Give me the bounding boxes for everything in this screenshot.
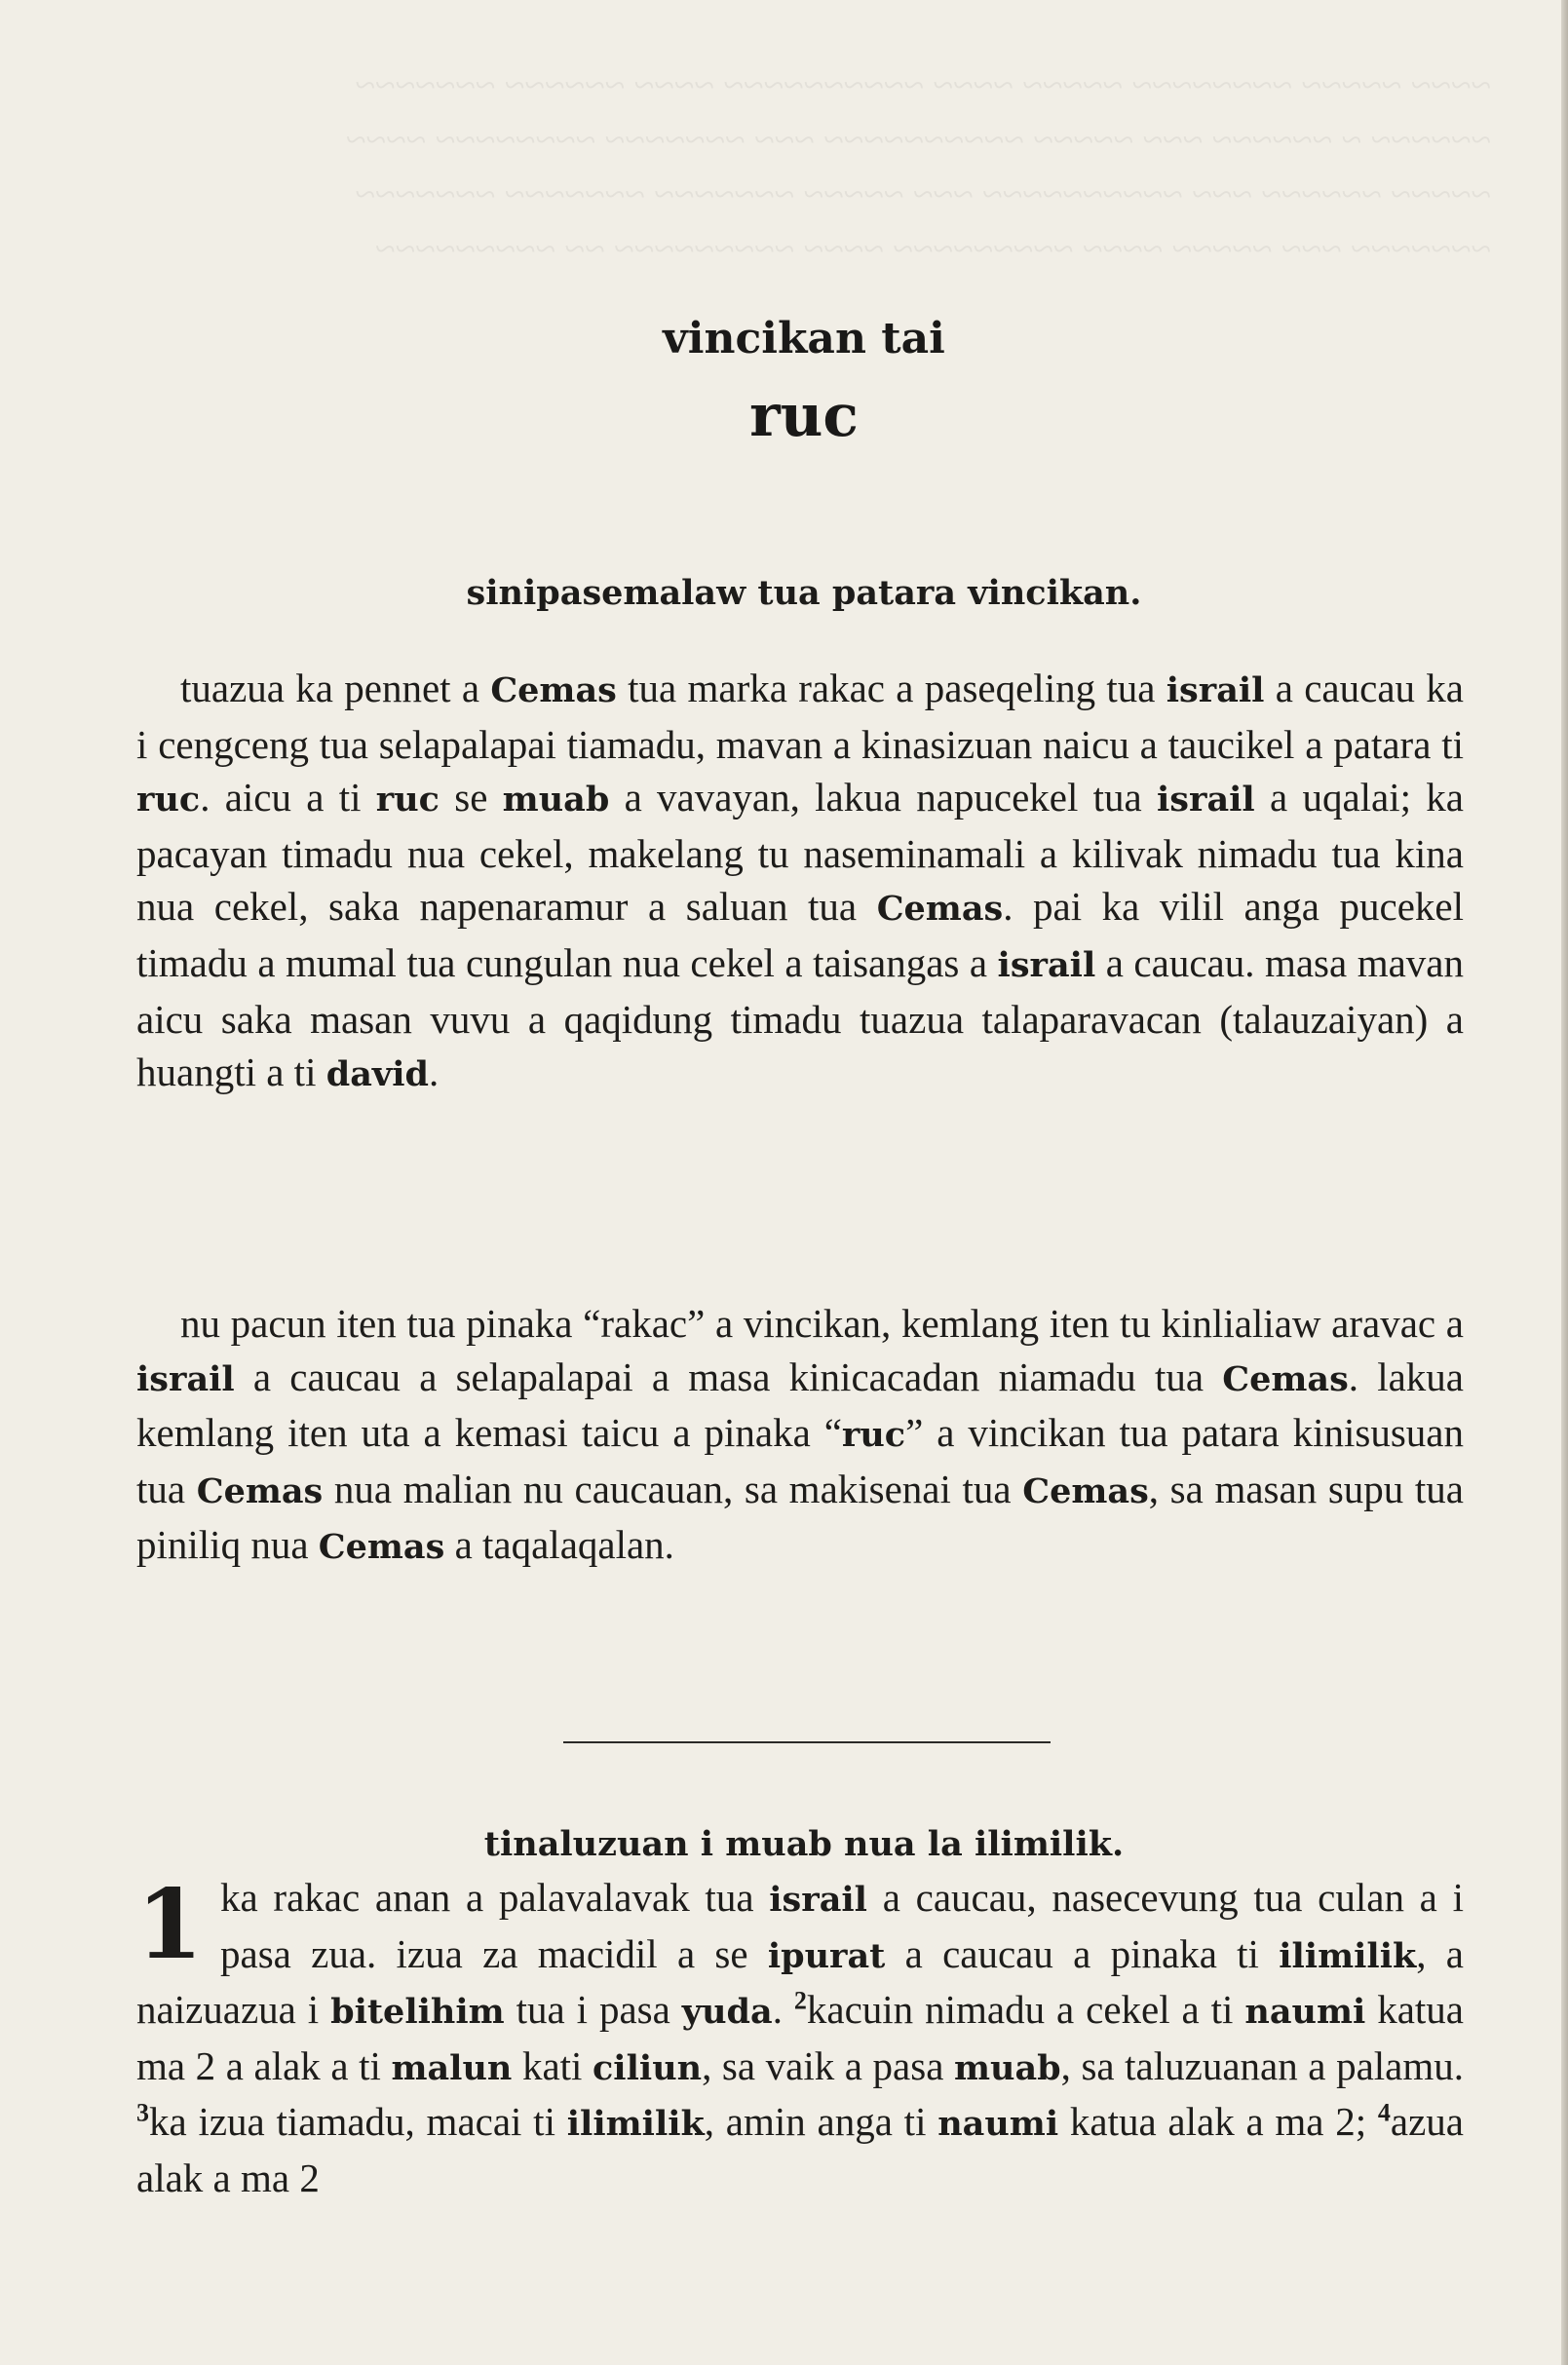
- page-bleed-through: ~~~~ ~~~~~ ~~~~~~~~ ~~~~~ ~~~~ ~~~~~~~~~~ ~~~~ ~~~~~~ ~~~~~~~ ~~~~~~ ~ ~~~~~~ ~~~ ~~~~~ ~~~~~~~~~~ ~~~ ~~~~~~~ ~~~~~~~~ ~~~~ ~~~~~ ~~~~~~ ~~~ ~~~~~~~~~~ ~~~ ~~~~~ ~~~~~~~ ~~~~~~~ ~~~~~~~ ~~~~~~~ ~~~ ~~~~~ ~~~~ ~~~~~~~~~ ~~~~ ~~~~~~~~~ ~~ ~~~~~~~~~: [345, 65, 1491, 270]
- bold-term: ruc: [136, 780, 201, 820]
- bold-term: ilimilik: [566, 2104, 705, 2145]
- bold-term: Cemas: [318, 1527, 445, 1568]
- bold-term: ilimilik: [1279, 1935, 1417, 1976]
- bold-term: naumi: [937, 2104, 1059, 2145]
- chapter-number: 1: [136, 1869, 204, 1981]
- intro-subtitle: sinipasemalaw tua patara vincikan.: [466, 573, 1142, 613]
- book-page: [136, 0, 1472, 2365]
- bold-term: ipurat: [767, 1935, 886, 1976]
- intro-paragraph-2: nu pacun iten tua pinaka “rakac” a vincikan, kemlang iten tu kinlialiaw aravac a israil a caucau a selapalapai a masa kinicacadan niamadu tua Cemas. lakua kemlang iten uta a kemasi taicu a pinaka “ruc” a vincikan tua patara kinisusuan tua Cemas nua malian nu caucauan, sa makisenai tua Cemas, sa masan supu tua piniliq nua Cemas a taqalaqalan.: [136, 1301, 1464, 1568]
- bold-term: Cemas: [490, 670, 617, 710]
- bold-term: david: [325, 1054, 429, 1095]
- bold-term: israil: [1157, 780, 1255, 820]
- verse-number: 3: [136, 2098, 149, 2127]
- bold-term: naumi: [1244, 1992, 1366, 2033]
- intro-paragraph-1: tuazua ka pennet a Cemas tua marka rakac a paseqeling tua israil a caucau ka i cengceng tua selapalapai tiamadu, mavan a kinasizuan naicu a taucikel a patara ti ruc. aicu a ti ruc se muab a vavayan, lakua napucekel tua israil a uqalai; ka pacayan timadu nua cekel, makelang tu naseminamali a kilivak nimadu tua kina nua cekel, saka napenaramur a saluan tua Cemas. pai ka vilil anga pucekel timadu a mumal tua cungulan nua cekel a taisangas a israil a caucau. masa mavan aicu saka masan vuvu a qaqidung timadu tuazua talaparavacan (talauzaiyan) a huangti a ti david.: [136, 666, 1465, 1095]
- bold-term: Cemas: [1022, 1470, 1149, 1511]
- page-edge-shadow: [1561, 0, 1568, 2365]
- book-title-line-2: ruc: [749, 382, 859, 450]
- verse-number: 2: [793, 1986, 807, 2015]
- bold-term: yuda: [681, 1992, 773, 2033]
- chapter-1-subtitle: tinaluzuan i muab nua la ilimilik.: [483, 1824, 1125, 1864]
- section-divider: [563, 1741, 1051, 1743]
- bold-term: malun: [391, 2047, 513, 2088]
- bold-term: ruc: [375, 780, 440, 820]
- bold-term: ciliun: [593, 2047, 703, 2088]
- bold-term: ruc: [841, 1415, 906, 1456]
- bold-term: israil: [136, 1358, 235, 1399]
- bold-term: muab: [953, 2047, 1061, 2088]
- bold-term: Cemas: [1222, 1358, 1349, 1399]
- bold-term: israil: [1166, 670, 1265, 710]
- chapter-1-text: 1 ka rakac anan a palavalavak tua israil a caucau, nasecevung tua culan a i pasa zua. izua za macidil a se ipurat a caucau a pinaka ti ilimilik, a naizuazua i bitelihim tua i pasa yuda. $^2$kacuin nimadu a cekel a ti naumi katua ma 2 a alak a ti malun kati ciliun, sa vaik a pasa muab, sa taluzuanan a palamu. $^3$ka izua tiamadu, macai ti ilimilik, amin anga ti naumi katua alak a ma 2; $^4$azua alak a ma 2: [136, 1869, 1464, 2200]
- bold-term: bitelihim: [330, 1992, 505, 2033]
- book-title-line-1: vincikan tai: [663, 314, 945, 363]
- bold-term: Cemas: [196, 1470, 324, 1511]
- bold-term: Cemas: [876, 889, 1004, 930]
- bold-term: muab: [502, 780, 610, 820]
- bold-term: israil: [769, 1880, 867, 1920]
- verse-number: 4: [1377, 2098, 1391, 2127]
- bold-term: israil: [997, 944, 1096, 985]
